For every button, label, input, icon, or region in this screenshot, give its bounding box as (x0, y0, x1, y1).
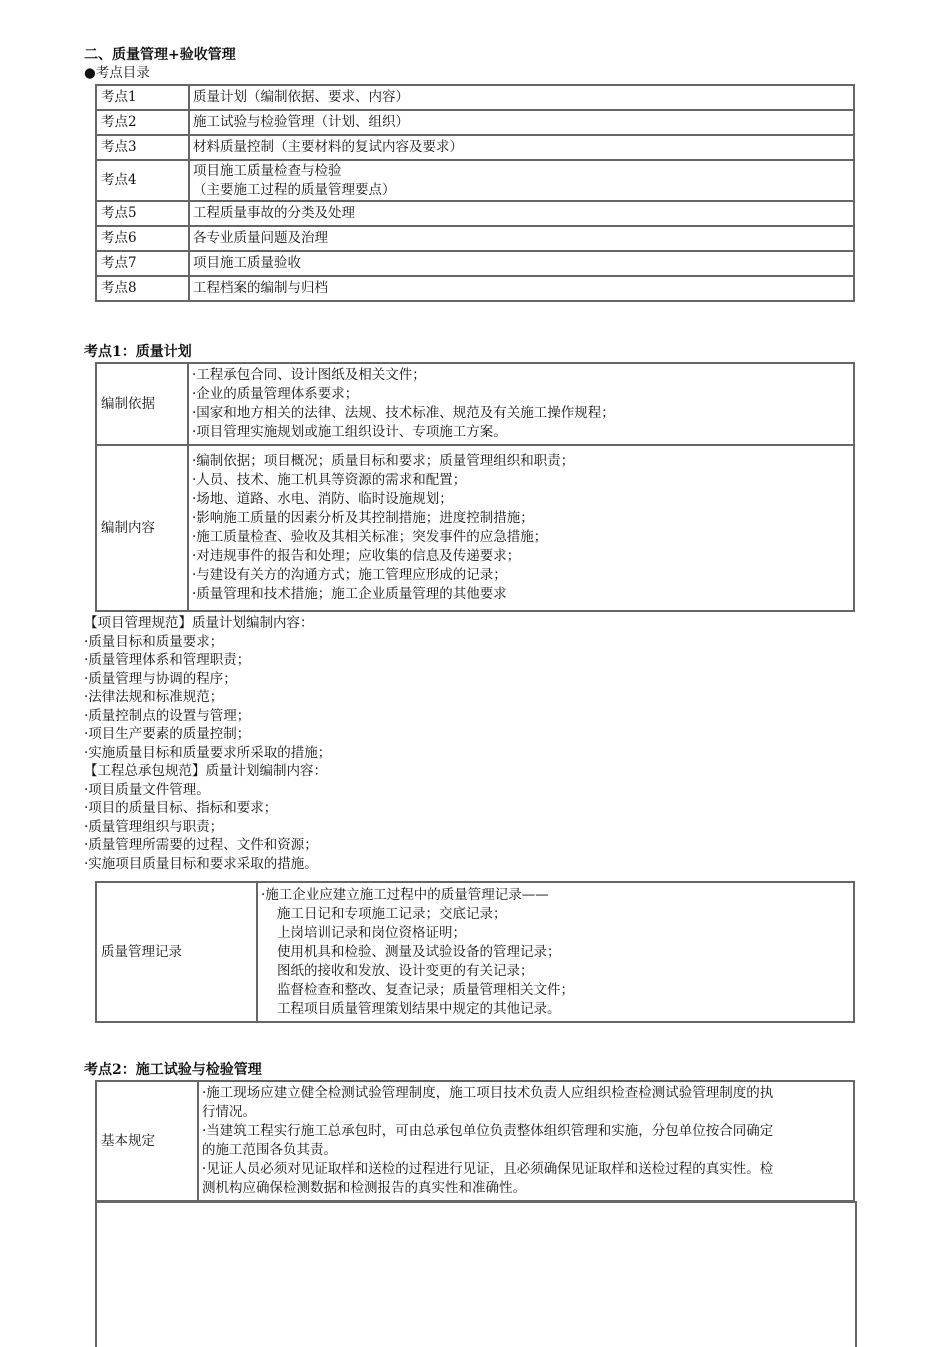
records-table (95, 881, 855, 1023)
continuation-box (95, 1201, 857, 1347)
basic-line: ·当建筑工程实行施工总承包时，可由总承包单位负责整体组织管理和实施，分包单位按合同确定 (202, 1123, 774, 1139)
toc-topic: 工程档案的编制与归档 (189, 276, 854, 301)
note-item: ·质量管理所需要的过程、文件和资源； (84, 837, 318, 853)
toc-num: 考点5 (96, 201, 189, 226)
basis-label: 编制依据 (96, 363, 188, 445)
basic-line: ·施工现场应建立健全检测试验管理制度，施工项目技术负责人应组织检查检测试验管理制度的执 (202, 1085, 774, 1101)
content-item: ·与建设有关方的沟通方式；施工管理应形成的记录； (192, 567, 507, 583)
note-item: ·质量管理与协调的程序； (84, 670, 237, 687)
toc-topic: 项目施工质量验收 (189, 251, 854, 276)
records-item: 上岗培训记录和岗位资格证明； (277, 924, 466, 941)
content-cell (188, 445, 854, 611)
toc-num: 考点3 (96, 135, 189, 160)
toc-row (96, 201, 854, 226)
section-title: 二、质量管理+验收管理 (84, 47, 236, 63)
records-cell (257, 882, 854, 1022)
toc-num: 考点1 (96, 85, 189, 110)
note-item: ·项目质量文件管理。 (84, 781, 210, 798)
content-item: ·施工质量检查、验收及其相关标准；突发事件的应急措施； (192, 529, 548, 545)
records-row (96, 882, 854, 1022)
records-item: 监督检查和整改、复查记录；质量管理相关文件； (277, 981, 574, 998)
records-item: 图纸的接收和发放、设计变更的有关记录； (277, 962, 534, 979)
note-item: ·项目的质量目标、指标和要求； (84, 800, 278, 816)
toc-num: 考点4 (96, 160, 189, 201)
toc-num: 考点7 (96, 251, 189, 276)
toc-row (96, 160, 854, 201)
basic-line: 测机构应确保检测数据和检测报告的真实性和准确性。 (202, 1180, 526, 1196)
content-item: ·影响施工质量的因素分析及其控制措施；进度控制措施； (192, 510, 534, 526)
toc-row (96, 85, 854, 110)
toc-topic: 工程质量事故的分类及处理 (189, 201, 854, 226)
note-item: ·质量控制点的设置与管理； (84, 707, 251, 724)
toc-row (96, 110, 854, 135)
toc-row (96, 135, 854, 160)
records-label: 质量管理记录 (96, 882, 257, 1022)
kp2-table (95, 1080, 855, 1202)
toc-table (95, 84, 855, 302)
content-item: ·场地、道路、水电、消防、临时设施规划； (192, 491, 453, 507)
basic-cell (198, 1081, 854, 1201)
toc-topic: 材料质量控制（主要材料的复试内容及要求） (189, 135, 854, 160)
basic-line: ·见证人员必须对见证取样和送检的过程进行见证，且必须确保见证取样和送检过程的真实性。检 (202, 1161, 774, 1177)
basis-row (96, 363, 854, 445)
basis-item: ·国家和地方相关的法律、法规、技术标准、规范及有关施工操作规程； (192, 405, 615, 421)
toc-topic-line: 项目施工质量检查与检验 (193, 163, 342, 179)
toc-row (96, 251, 854, 276)
kp1-table (95, 362, 855, 612)
note-item: ·质量管理组织与职责； (84, 818, 224, 835)
content-item: ·对违规事件的报告和处理；应收集的信息及传递要求； (192, 548, 521, 564)
toc-topic: 质量计划（编制依据、要求、内容） (189, 85, 854, 110)
basis-item: ·企业的质量管理体系要求； (192, 386, 359, 402)
note-item: ·质量目标和质量要求； (84, 633, 224, 650)
toc-topic: 各专业质量问题及治理 (189, 226, 854, 251)
toc-topic: 施工试验与检验管理（计划、组织） (189, 110, 854, 135)
note-item: ·实施质量目标和质量要求所采取的措施； (84, 744, 332, 761)
note-heading: 【项目管理规范】质量计划编制内容： (84, 615, 314, 631)
basic-line: 的施工范围各负其责。 (202, 1142, 337, 1158)
content-item: ·编制依据；项目概况；质量目标和要求；质量管理组织和职责； (192, 453, 575, 469)
toc-num: 考点6 (96, 226, 189, 251)
basic-label: 基本规定 (96, 1081, 198, 1201)
toc-num: 考点2 (96, 110, 189, 135)
kp2-title: 考点2：施工试验与检验管理 (84, 1062, 262, 1078)
note-heading: 【工程总承包规范】质量计划编制内容： (84, 763, 327, 779)
basis-cell (188, 363, 854, 445)
content-row (96, 445, 854, 611)
content-item: ·质量管理和技术措施；施工企业质量管理的其他要求 (192, 586, 507, 602)
toc-topic (189, 160, 854, 201)
note-item: ·项目生产要素的质量控制； (84, 726, 251, 742)
records-item: 使用机具和检验、测量及试验设备的管理记录； (277, 943, 561, 960)
toc-label: ●考点目录 (84, 65, 150, 81)
toc-num: 考点8 (96, 276, 189, 301)
note-item: ·实施项目质量目标和要求采取的措施。 (84, 855, 318, 872)
records-head: ·施工企业应建立施工过程中的质量管理记录—— (261, 886, 549, 903)
toc-row (96, 226, 854, 251)
kp1-title: 考点1：质量计划 (84, 344, 192, 360)
records-item: 施工日记和专项施工记录；交底记录； (277, 905, 507, 922)
basic-row (96, 1081, 854, 1201)
basis-item: ·项目管理实施规划或施工组织设计、专项施工方案。 (192, 424, 507, 440)
basis-item: ·工程承包合同、设计图纸及相关文件； (192, 367, 426, 383)
toc-topic-line: （主要施工过程的质量管理要点） (193, 181, 396, 198)
kp1-notes (84, 614, 331, 873)
basic-line: 行情况。 (202, 1104, 256, 1120)
content-label: 编制内容 (96, 445, 188, 611)
note-item: ·质量管理体系和管理职责； (84, 652, 251, 668)
records-item: 工程项目质量管理策划结果中规定的其他记录。 (277, 1000, 561, 1017)
toc-row (96, 276, 854, 301)
content-item: ·人员、技术、施工机具等资源的需求和配置； (192, 472, 467, 488)
note-item: ·法律法规和标准规范； (84, 689, 224, 705)
